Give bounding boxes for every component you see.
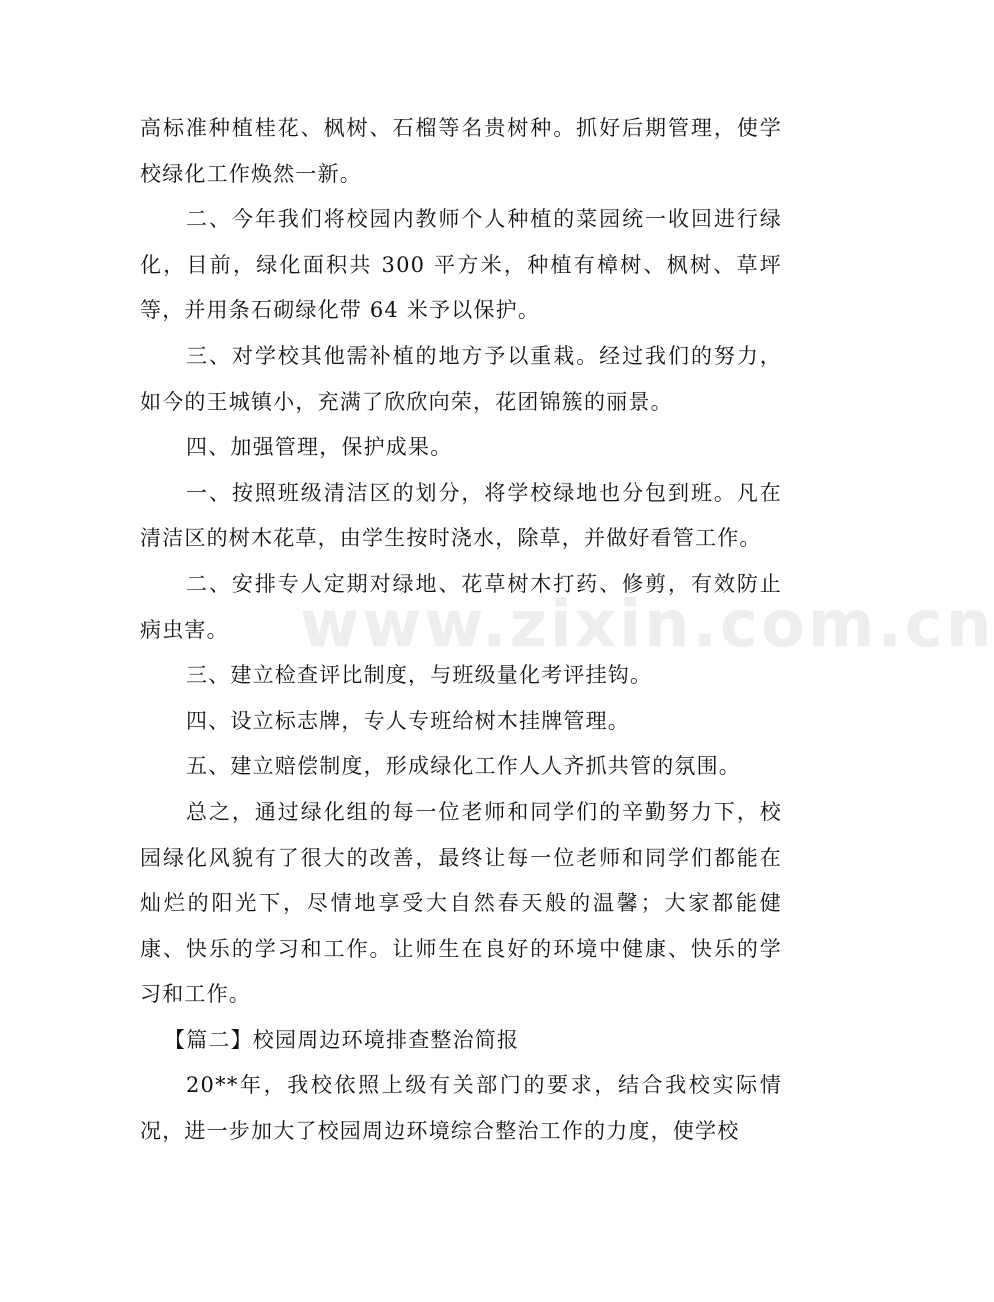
paragraph-part-two-intro: 20**年，我校依照上级有关部门的要求，结合我校实际情况，进一步加大了校园周边环境综合整治工作的力度，使学校 <box>140 1073 782 1144</box>
paragraph-management-5: 五、建立赔偿制度，形成绿化工作人人齐抓共管的氛围。 <box>186 754 741 779</box>
paragraph-section-4-heading: 四、加强管理，保护成果。 <box>186 435 453 460</box>
paragraph-management-3: 三、建立检查评比制度，与班级量化考评挂钩。 <box>186 663 653 688</box>
paragraph-summary: 总之，通过绿化组的每一位老师和同学们的辛勤努力下，校园绿化风貌有了很大的改善，最终让每一位老师和同学们都能在灿烂的阳光下，尽情地享受大自然春天般的温馨；大家都能健康、快乐的学习和工作。让师生在良好的环境中健康、快乐的学习和工作。 <box>140 799 782 1007</box>
watermark-text: www.zixin.com.cn <box>300 588 994 662</box>
paragraph-continuation: 高标准种植桂花、枫树、石榴等名贵树种。抓好后期管理，使学校绿化工作焕然一新。 <box>140 116 782 186</box>
paragraph-management-1: 一、按照班级清洁区的划分，将学校绿地也分包到班。凡在清洁区的树木花草，由学生按时浇水，除草，并做好看管工作。 <box>140 480 782 551</box>
paragraph-management-2: 二、安排专人定期对绿地、花草树木打药、修剪，有效防止病虫害。 <box>140 571 782 642</box>
section-heading-part-two: 【篇二】校园周边环境排查整治简报 <box>164 1027 520 1052</box>
document-body <box>140 106 782 1155</box>
paragraph-management-4: 四、设立标志牌，专人专班给树木挂牌管理。 <box>186 708 630 733</box>
paragraph-item-2-vegetable-garden: 二、今年我们将校园内教师个人种植的菜园统一收回进行绿化，目前，绿化面积共 300 平方米，种植有樟树、枫树、草坪等，并用条石砌绿化带 64 米予以保护。 <box>140 207 782 323</box>
paragraph-item-3-replanting: 三、对学校其他需补植的地方予以重栽。经过我们的努力，如今的王城镇小，充满了欣欣向荣，花团锦簇的丽景。 <box>140 343 782 414</box>
